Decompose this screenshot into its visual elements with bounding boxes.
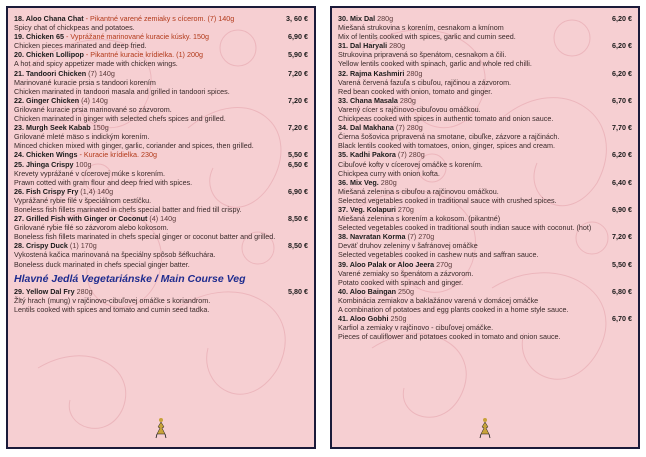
menu-item-price: 7,20 € xyxy=(288,68,308,78)
menu-item-name: 21. Tandoori Chicken xyxy=(14,68,87,78)
menu-item-head xyxy=(14,32,308,41)
right-menu-list xyxy=(338,14,632,341)
menu-item-price: 6,90 € xyxy=(612,204,632,214)
menu-item-description-en: Chicken marinated in ginger with selected chefs spices and grilled. xyxy=(14,114,226,124)
menu-item-description-sk: Krevety vyprážané v cícerovej múke s korením. xyxy=(14,168,165,178)
menu-item xyxy=(14,150,308,159)
menu-item xyxy=(338,123,632,150)
menu-item-title xyxy=(14,96,108,105)
menu-item-price: 6,90 € xyxy=(288,186,308,196)
menu-item-name: 39. Aloo Palak or Aloo Jeera xyxy=(338,259,435,269)
menu-item-weight: (7) 280g xyxy=(395,150,425,160)
menu-item-name: 31. Dal Haryali xyxy=(338,41,388,51)
menu-item-title xyxy=(338,260,452,269)
menu-item-name: 22. Ginger Chicken xyxy=(14,95,80,105)
menu-item-description-sk: Varený cícer s rajčinovo-cibuľovou omáčkou. xyxy=(338,104,481,114)
menu-item xyxy=(14,69,308,96)
menu-item xyxy=(338,150,632,177)
menu-item xyxy=(14,32,308,50)
menu-item-weight: 280g xyxy=(397,95,416,105)
menu-item xyxy=(14,187,308,214)
menu-item-name: 26. Fish Crispy Fry xyxy=(14,186,79,196)
menu-item-name: 41. Aloo Gobhi xyxy=(338,314,389,324)
menu-item-weight: 250g xyxy=(388,314,407,324)
menu-item-head xyxy=(14,214,308,223)
menu-item xyxy=(14,14,308,32)
menu-item-description-en: Red bean cooked with onion, tomato and ginger. xyxy=(338,86,493,96)
menu-item-description-en: Mix of lentils cooked with spices, garlic and cumin seed. xyxy=(338,32,516,42)
menu-item-description-sk: Karfiol a zemiaky v rajčinovo - cibuľovej omáčke. xyxy=(338,323,494,333)
menu-item-description-sk: Vykostená kačica marinovaná na špeciálny spôsob šéfkuchára. xyxy=(14,250,216,260)
menu-item-description-sk: Cibuľové kofty v cícerovej omáčke s korením. xyxy=(338,159,483,169)
menu-item-title xyxy=(14,241,97,250)
menu-item-price: 8,50 € xyxy=(288,241,308,251)
dancer-logo-icon xyxy=(154,417,168,439)
menu-item-head xyxy=(338,150,632,159)
menu-item-description-en: A hot and spicy appetizer made with chicken wings. xyxy=(14,59,178,69)
menu-item-description-en: Boneless duck marinated in chefs special ginger batter. xyxy=(14,259,190,269)
menu-item-name: 40. Aloo Baingan xyxy=(338,286,397,296)
menu-item-title xyxy=(338,178,397,187)
menu-item xyxy=(14,96,308,123)
menu-item-price: 6,20 € xyxy=(612,68,632,78)
menu-item-description-sk: Deväť druhov zeleniny v šafránovej omáčke xyxy=(338,241,478,251)
menu-item-description-sk: Čierna šošovica pripravená na smotane, cibuľke, zázvore a rajčinách. xyxy=(338,132,560,142)
menu-item-description-en: Lentils cooked with spices and tomato and cumin seed tadka. xyxy=(14,304,210,314)
menu-item-description-sk: Kombinácia zemiakov a baklažánov varená v domácej omáčke xyxy=(338,295,539,305)
menu-item-head xyxy=(14,123,308,132)
menu-item-head xyxy=(338,287,632,296)
menu-item-price: 8,50 € xyxy=(288,214,308,224)
menu-item-description-en: Black lentils cooked with tomatoes, onion, ginger, spices and cream. xyxy=(338,141,555,151)
menu-item xyxy=(338,41,632,68)
menu-item xyxy=(14,241,308,268)
menu-item-description-en: Chicken marinated in tandoori masala and grilled in tandoori spices. xyxy=(14,86,230,96)
menu-item-description-sk: Marinované kuracie prsia s tandoori korením xyxy=(14,77,156,87)
menu-item-weight: 280g xyxy=(404,68,423,78)
menu-item-name: 27. Grilled Fish with Ginger or Coconut xyxy=(14,214,148,224)
menu-item-description-en: Boneless fish fillets marinated in chefs special batter and fried till crispy. xyxy=(14,204,242,214)
menu-item-title xyxy=(14,150,157,159)
menu-item-description-sk: Grilované rybie filé so zázvorom alebo kokosom. xyxy=(14,223,169,233)
menu-item-price: 7,20 € xyxy=(288,95,308,105)
menu-item-description-sk: Miešaná zelenina s cibuľou a rajčinovou omáčkou. xyxy=(338,186,499,196)
menu-item xyxy=(338,14,632,41)
menu-item-title xyxy=(338,69,422,78)
menu-item xyxy=(338,260,632,287)
menu-item-description-sk: Vyprážané rybie filé v špeciálnom cestíčku. xyxy=(14,195,152,205)
menu-item-head xyxy=(14,287,308,296)
menu-item-head xyxy=(14,96,308,105)
menu-item-weight: 150g xyxy=(90,123,109,133)
menu-item-price: 6,80 € xyxy=(612,286,632,296)
menu-item-price: 6,70 € xyxy=(612,314,632,324)
menu-item-description-sk: - Pikantné varené zemiaky s cícerom. (7) 140g xyxy=(83,14,235,23)
menu-item-head xyxy=(14,160,308,169)
menu-item-name: 23. Murgh Seek Kabab xyxy=(14,123,91,133)
menu-item-weight: 280g xyxy=(378,177,397,187)
menu-item-title xyxy=(14,14,234,23)
menu-item-description-sk: - Pikantné kuracie krídielka. (1) 200g xyxy=(83,50,203,60)
menu-item-name: 18. Aloo Chana Chat xyxy=(14,14,84,23)
menu-item-price: 6,20 € xyxy=(612,150,632,160)
menu-item xyxy=(338,178,632,205)
menu-item-description-sk: Varená červená fazuľa s cibuľou, rajčinou a zázvorom. xyxy=(338,77,512,87)
left-menu-list xyxy=(14,14,308,314)
menu-item-name: 25. Jhinga Crispy xyxy=(14,159,74,169)
menu-item-weight: 280g xyxy=(375,14,394,23)
menu-item-name: 28. Crispy Duck xyxy=(14,241,68,251)
menu-item-description-en: Chickpeas cooked with spices in authentic tomato and onion sauce. xyxy=(338,114,554,124)
menu-item xyxy=(338,287,632,314)
menu-item xyxy=(338,232,632,259)
menu-item-price: 5,80 € xyxy=(288,286,308,296)
menu-item-head xyxy=(338,205,632,214)
menu-item-head xyxy=(14,14,308,23)
menu-item-title xyxy=(338,14,393,23)
menu-item-description-sk: Miešaná zelenina s korením a kokosom. (pikantné) xyxy=(338,214,501,224)
menu-item-title xyxy=(14,32,209,41)
menu-item-price: 6,20 € xyxy=(612,14,632,23)
menu-item-description-sk: - Kuracie krídielka. 230g xyxy=(77,150,157,160)
menu-item xyxy=(338,69,632,96)
menu-item-price: 7,20 € xyxy=(612,232,632,242)
menu-item xyxy=(338,205,632,232)
menu-item-weight: (7) 270g xyxy=(405,232,435,242)
dancer-logo-icon xyxy=(478,417,492,439)
menu-item-name: 29. Yellow Dal Fry xyxy=(14,286,75,296)
menu-item-title xyxy=(338,287,414,296)
menu-item-title xyxy=(14,123,109,132)
menu-item-head xyxy=(14,150,308,159)
menu-item-name: 33. Chana Masala xyxy=(338,95,398,105)
menu-item-title xyxy=(338,123,423,132)
menu-item-weight: (7) 140g xyxy=(86,68,115,78)
menu-item-title xyxy=(338,314,406,323)
section-title: Hlavné Jedlá Vegetariánske / Main Course Veg xyxy=(14,272,246,285)
menu-item-price: 5,50 € xyxy=(288,150,308,160)
menu-item-weight: 100g xyxy=(73,159,92,169)
menu-item-description-en: Chickpea curry with onion kofta. xyxy=(338,168,440,178)
menu-item-name: 34. Dal Makhana xyxy=(338,123,394,133)
menu-item-weight: (1,4) 140g xyxy=(78,186,114,196)
menu-item-price: 7,20 € xyxy=(288,123,308,133)
menu-item xyxy=(338,96,632,123)
menu-item-weight: 280g xyxy=(387,41,406,51)
menu-item-head xyxy=(338,123,632,132)
menu-page-left xyxy=(6,6,316,449)
menu-item-price: 6,40 € xyxy=(612,177,632,187)
menu-item-name: 24. Chicken Wings xyxy=(14,150,78,160)
menu-item-title xyxy=(338,205,414,214)
menu-item-weight: 280g xyxy=(74,286,93,296)
menu-item-description-en: Spicy chat of chickpeas and potatoes. xyxy=(14,23,135,33)
menu-item-description-en: Potato cooked with spinach and ginger. xyxy=(338,277,464,287)
menu-item-price: 5,50 € xyxy=(612,259,632,269)
menu-item-weight: (7) 280g xyxy=(393,123,423,133)
menu-item-head xyxy=(14,187,308,196)
menu-item-head xyxy=(338,14,632,23)
menu-item-name: 38. Navratan Korma xyxy=(338,232,406,242)
menu-item-title xyxy=(338,96,416,105)
menu-item-weight: 250g xyxy=(396,286,415,296)
menu-item-description-sk: Žltý hrach (mung) v rajčinovo-cibuľovej omáčke s koriandrom. xyxy=(14,295,211,305)
menu-item-price: 7,70 € xyxy=(612,123,632,133)
menu-item-price: 6,50 € xyxy=(288,159,308,169)
menu-item-head xyxy=(338,96,632,105)
menu-item-weight: (1) 170g xyxy=(67,241,97,251)
menu-item-weight: 270g xyxy=(395,204,414,214)
menu-item-head xyxy=(338,232,632,241)
menu-item-description-en: Pieces of cauliflower and potatoes cooked in tomato and onion sauce. xyxy=(338,332,561,342)
menu-item xyxy=(14,287,308,314)
menu-item-head xyxy=(14,241,308,250)
menu-page-right xyxy=(330,6,640,449)
menu-item-title xyxy=(14,214,176,223)
menu-item-description-en: Yellow lentils cooked with spinach, garlic and whole red chilli. xyxy=(338,59,532,69)
menu-item xyxy=(338,314,632,341)
menu-item-title xyxy=(338,150,425,159)
menu-item-title xyxy=(14,50,203,59)
menu-item-name: 37. Veg. Kolapuri xyxy=(338,204,396,214)
menu-item-description-en: Selected vegetables cooked in traditional sauce with crushed spices. xyxy=(338,195,557,205)
menu-item-description-sk: Miešaná strukovina s korením, cesnakom a kmínom xyxy=(338,23,504,33)
menu-item-head xyxy=(338,314,632,323)
menu-item-price: 6,90 € xyxy=(288,32,308,42)
menu-item-weight: 270g xyxy=(434,259,453,269)
menu-item-title xyxy=(14,187,113,196)
menu-item-description-en: Minced chicken mixed with ginger, garlic, coriander and spices, then grilled. xyxy=(14,141,254,151)
menu-item-name: 36. Mix Veg. xyxy=(338,177,379,187)
menu-item-description-en: Selected vegetables cooked in traditional south indian sauce with coconut. (hot) xyxy=(338,223,592,233)
menu-item-head xyxy=(338,69,632,78)
menu-item-title xyxy=(338,41,405,50)
menu-item-price: 5,90 € xyxy=(288,50,308,60)
menu-item-name: 35. Kadhi Pakora xyxy=(338,150,396,160)
menu-item-description-en: Selected vegetables cooked in cashew nuts and saffran sauce. xyxy=(338,250,539,260)
menu-item-price: 6,70 € xyxy=(612,95,632,105)
menu-item-head xyxy=(338,260,632,269)
menu-item-head xyxy=(338,41,632,50)
menu-item-price: 6,20 € xyxy=(612,41,632,51)
menu-item-description-en: Chicken pieces marinated and deep fried. xyxy=(14,41,147,51)
menu-item-name: 32. Rajma Kashmiri xyxy=(338,68,405,78)
menu-item-name: 30. Mix Dal xyxy=(338,14,376,23)
menu-item-description-sk: Grilované kuracie prsia marinované so zázvorom. xyxy=(14,104,172,114)
menu-item xyxy=(14,50,308,68)
menu-item-description-en: Boneless fish fillets marinated in chefs special ginger or coconut batter and grilled. xyxy=(14,232,276,242)
menu-item xyxy=(14,214,308,241)
menu-item-description-sk: Grilované mleté mäso s indickým korením. xyxy=(14,132,150,142)
menu-item-title xyxy=(338,232,434,241)
menu-item-weight: (4) 140g xyxy=(147,214,177,224)
menu-item-title xyxy=(14,69,115,78)
menu-item xyxy=(14,123,308,150)
menu-item-description-sk: Varené zemiaky so špenátom a zázvorom. xyxy=(338,268,474,278)
menu-item-title xyxy=(14,160,92,169)
menu-item-description-sk: Strukovina pripravená so špenátom, cesnakom a čili. xyxy=(338,50,507,60)
menu-item-weight: (4) 140g xyxy=(79,95,108,105)
menu-item-title xyxy=(14,287,93,296)
menu-item-description-en: A combination of potatoes and egg plants cooked in a home style sauce. xyxy=(338,305,569,314)
menu-item-head xyxy=(338,178,632,187)
menu-item-name: 19. Chicken 65 xyxy=(14,32,64,42)
menu-item-head xyxy=(14,50,308,59)
menu-item-name: 20. Chicken Lollipop xyxy=(14,50,84,60)
menu-item-price: 3, 60 € xyxy=(286,14,308,23)
menu-item xyxy=(14,160,308,187)
menu-item-head xyxy=(14,69,308,78)
menu-item-description-en: Prawn cotted with gram flour and deep fried with spices. xyxy=(14,177,193,187)
menu-item-description-sk: - Vyprážané marinované kuracie kúsky. 150g xyxy=(63,32,209,42)
